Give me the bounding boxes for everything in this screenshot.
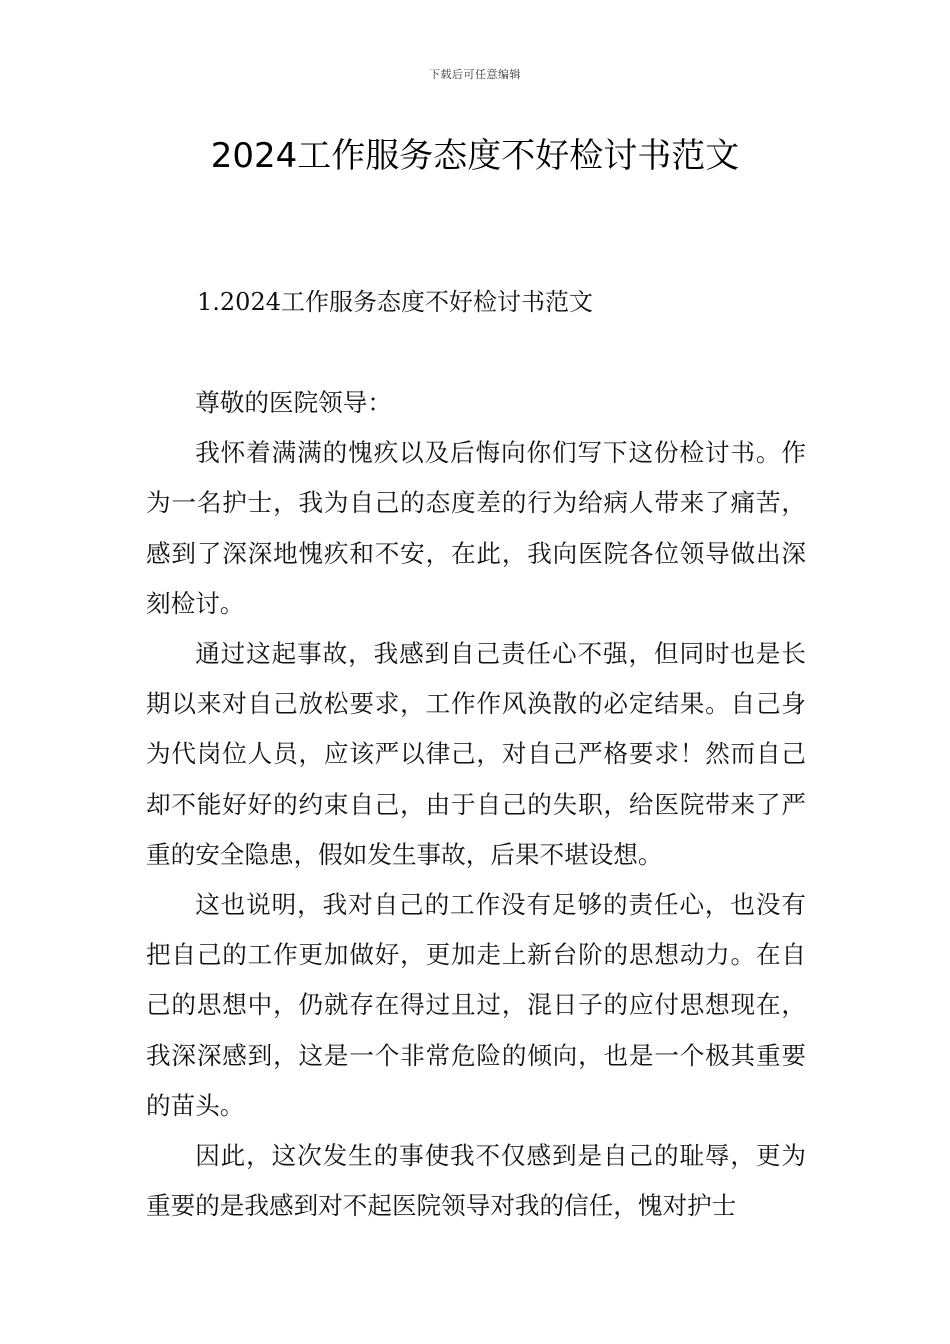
- salutation: 尊敬的医院领导：: [195, 388, 392, 417]
- paragraph: 这也说明，我对自己的工作没有足够的责任心，也没有把自己的工作更加做好，更加走上新台阶的思想动力。在自己的思想中，仍就存在得过且过，混日子的应付思想现在，我深深感到，这是一个非常危险的倾向，也是一个极其重要的苗头。: [146, 890, 806, 1120]
- paragraph: 我怀着满满的愧疚以及后悔向你们写下这份检讨书。作为一名护士，我为自己的态度差的行为给病人带来了痛苦，感到了深深地愧疚和不安，在此，我向医院各位领导做出深刻检讨。: [146, 438, 806, 618]
- paragraph: 通过这起事故，我感到自己责任心不强，但同时也是长期以来对自己放松要求，工作作风涣散的必定结果。自己身为代岗位人员，应该严以律己，对自己严格要求！然而自己却不能好好的约束自己，由于自己的失职，给医院带来了严重的安全隐患，假如发生事故，后果不堪设想。: [146, 639, 806, 869]
- paragraph: 因此，这次发生的事使我不仅感到是自己的耻辱，更为重要的是我感到对不起医院领导对我的信任，愧对护士: [146, 1141, 806, 1221]
- section-heading: 1.2024工作服务态度不好检讨书范文: [197, 288, 593, 316]
- document-body: [146, 378, 806, 1231]
- document-title: 2024工作服务态度不好检讨书范文: [210, 136, 740, 176]
- header-note: 下载后可任意编辑: [429, 68, 521, 81]
